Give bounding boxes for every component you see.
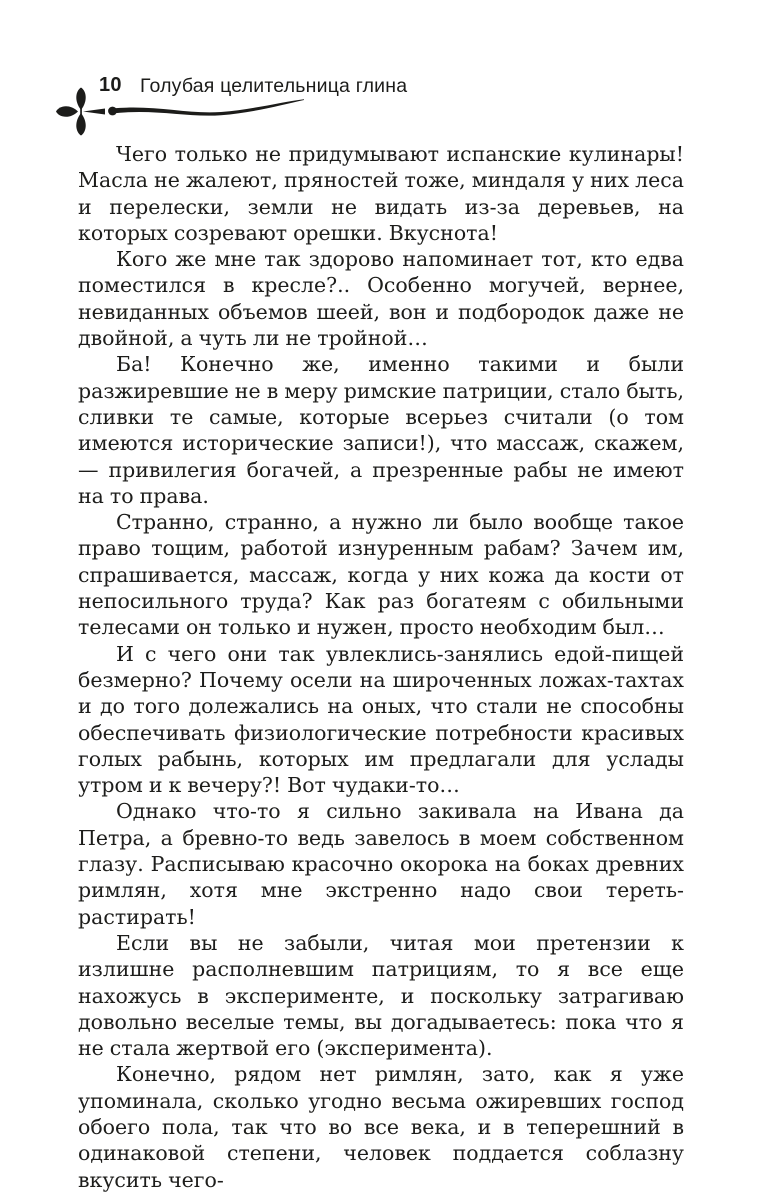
running-header — [0, 0, 761, 140]
paragraph: Чего только не придумывают испанские кулинары! Масла не жалеют, пряностей тоже, миндаля у них леса и перелески, земли не видать из-за деревьев, на которых созревают орешки. Вкуснота! — [78, 142, 684, 245]
body-text — [78, 141, 684, 1193]
paragraph: Ба! Конечно же, именно такими и были разжиревшие не в меру римские патриции, стало быть, сливки те самые, которые всерьез считали (о том имеются исторические записи!), что массаж, скажем, — привилегия богачей, а презренные рабы не имеют на то права. — [78, 352, 684, 508]
paragraph: Однако что-то я сильно закивала на Ивана да Петра, а бревно-то ведь завелось в моем собственном глазу. Расписываю красочно окорока на боках древних римлян, хотя мне экстренно надо свои тереть-растирать! — [78, 799, 684, 929]
paragraph: Конечно, рядом нет римлян, зато, как я уже упоминала, сколько угодно весьма ожиревших господ обоего пола, так что во все века, и в теперешний в одинаковой степени, человек поддается соблазну вкусить чего- — [78, 1062, 684, 1192]
page-number: 10 — [99, 74, 122, 96]
paragraph: Кого же мне так здорово напоминает тот, кто едва поместился в кресле?.. Особенно могучей, вернее, невиданных объемов шеей, вон и подбородок даже не двойной, а чуть ли не тройной… — [78, 247, 684, 351]
paragraph: И с чего они так увлеклись-занялись едой-пищей безмерно? Почему осели на широченных ложах-тахтах и до того долежались на оных, что стали не способны обеспечивать физиологические потребности красивых голых рабынь, которых им предлагали для услады утром и к вечеру?! Вот чудаки-то… — [78, 641, 684, 798]
paragraph: Странно, странно, а нужно ли было вообще такое право тощим, работой изнуренным рабам? Зачем им, спрашивается, массаж, когда у них кожа да кости от непосильного труда? Как раз богатеям с обильными телесами он только и нужен, просто необходим был… — [78, 510, 684, 640]
running-title: Голубая целительница глина — [140, 75, 408, 97]
paragraph: Если вы не забыли, читая мои претензии к излишне располневшим патрициям, то я все еще нахожусь в эксперименте, и поскольку затрагиваю довольно веселые темы, вы догадываетесь: пока что я не стала жертвой его (эксперимента). — [78, 930, 684, 1061]
